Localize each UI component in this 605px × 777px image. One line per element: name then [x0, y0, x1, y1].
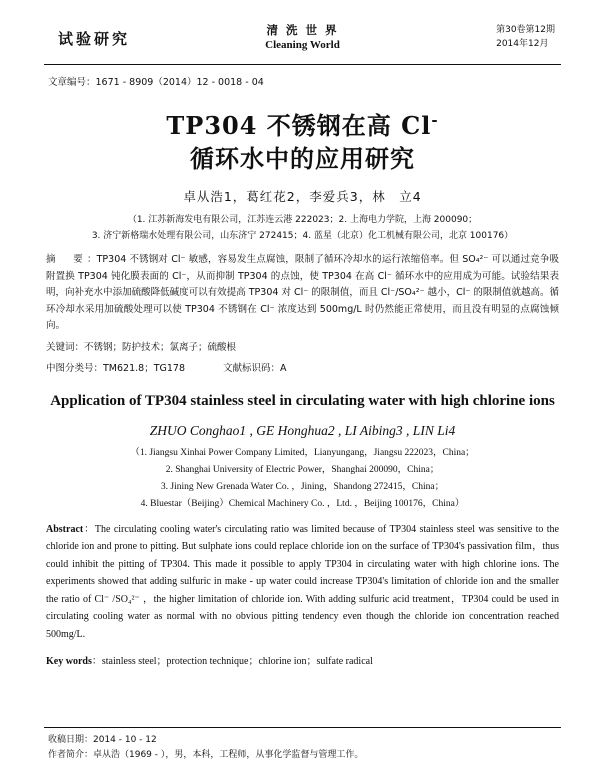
running-head	[44, 18, 561, 64]
keywords-en-text: ：stainless steel；protection technique；chlorine ion；sulfate radical	[91, 656, 373, 667]
page-content	[44, 18, 561, 763]
received-date: 收稿日期：2014 - 10 - 12	[48, 735, 157, 745]
section-label: 试验研究	[58, 30, 131, 48]
affiliation-cn-2: 3. 济宁新格瑞水处理有限公司，山东济宁 272415；4. 蓝星（北京）化工机械有限公司，北京 100176）	[91, 231, 514, 241]
abstract-en-text: ：The circulating cooling water's circulating ratio was limited because of TP304 stainless steel was sensitive to the chloride ion and prone to pitting. But sulphate ions could replace chloride ion on the surface of TP304's passivation film，thus could inhibit the pitting of TP304. This made it possible to apply TP304 in circulating water with high chlorine ions. The experiments showed that adding sulfuric in make - up water could increase TP304's limitation of chloride ion and the smaller the ratio of Cl⁻ /SO₄²⁻ ，the higher limitation of chloride ion. With adding sulfuric acid treatment，TP304 could be used in circulating cooling water as normal with no obvious pitting tendency even though the chloride ion concentration reached 500mg/L.	[46, 523, 559, 640]
abstract-en-label: Abstract	[46, 523, 84, 535]
author-bio: 作者简介：卓从浩（1969 - ），男，本科，工程师，从事化学监督与管理工作。	[48, 750, 364, 760]
title-en: Application of TP304 stainless steel in circulating water with high chlorine ions	[50, 392, 555, 409]
keywords-en-label: Key words	[46, 656, 92, 667]
abstract-cn	[44, 252, 561, 335]
header-rule	[44, 64, 561, 65]
authors-en: ZHUO Conghao1 , GE Honghua2 , LI Aibing3 , LIN Li4	[149, 422, 456, 438]
title-line-2: 循环水中的应用研究	[190, 144, 415, 173]
affiliations-en	[44, 445, 561, 513]
affiliation-en-1: （1. Jiangsu Xinhai Power Company Limited，Lianyungang，Jiangsu 222023，China；	[130, 447, 475, 458]
authors-cn: 卓从浩1，葛红花2，李爱兵3，林 立4	[183, 189, 422, 204]
journal-title-cn: 清 洗 世 界	[266, 23, 339, 37]
journal-title	[44, 22, 561, 51]
affiliation-en-4: 4. Bluestar（Beijing）Chemical Machinery Co. ，Ltd. ，Beijing 100176，China）	[140, 498, 465, 509]
page-footer	[44, 727, 561, 763]
abstract-cn-text: ：TP304 不锈钢对 Cl⁻ 敏感，容易发生点腐蚀，限制了循环冷却水的运行浓缩倍率。但 SO₄²⁻ 可以通过竞争吸附置换 TP304 钝化膜表面的 Cl⁻，从而抑制 TP304 的点蚀，使 TP304 在高 Cl⁻ 循环水中的应用成为可能。试验结果表明，向补充水中添加硫酸降低碱度可以有效提高 TP304 对 Cl⁻ 的限制值，而且 Cl⁻/SO₄²⁻ 越小，Cl⁻ 的限制值就越高。循环冷却水采用加硫酸处理可以使 TP304 不锈钢在 Cl⁻ 浓度达到 500mg/L 时仍然能正常使用，而且没有明显的点腐蚀倾向。	[46, 254, 559, 331]
footer-rule	[44, 727, 561, 728]
article-number: 文章编号：1671 - 8909（2014）12 - 0018 - 04	[48, 77, 264, 88]
volume-issue: 第30卷第12期	[496, 25, 555, 35]
affiliation-cn-1: （1. 江苏新海发电有限公司，江苏连云港 222023；2. 上海电力学院，上海 200090；	[127, 215, 478, 225]
document-code: 文献标识码：A	[223, 362, 287, 374]
keywords-en	[44, 653, 561, 670]
keywords-cn: 关键词：不锈钢；防护技术；氯离子；硫酸根	[46, 341, 237, 353]
title-line-1-text: TP304 不锈钢在高 Cl	[166, 111, 432, 140]
affiliation-en-3: 3. Jining New Grenada Water Co. ，Jining，Shandong 272415，China；	[160, 481, 445, 492]
abstract-en	[44, 521, 561, 644]
title-superscript: -	[431, 111, 439, 129]
journal-title-en: Cleaning World	[265, 39, 340, 51]
classification-line	[44, 360, 561, 377]
affiliation-en-2: 2. Shanghai University of Electric Power，Shanghai 200090，China；	[165, 464, 440, 475]
clc-number: 中图分类号：TM621.8；TG178	[46, 362, 185, 374]
abstract-cn-label: 摘 要	[46, 254, 87, 265]
page-title	[44, 104, 561, 175]
issue-date: 2014年12月	[496, 39, 549, 49]
issue-info	[496, 23, 555, 51]
title-line-1	[44, 104, 561, 142]
affiliations-cn	[44, 212, 561, 244]
